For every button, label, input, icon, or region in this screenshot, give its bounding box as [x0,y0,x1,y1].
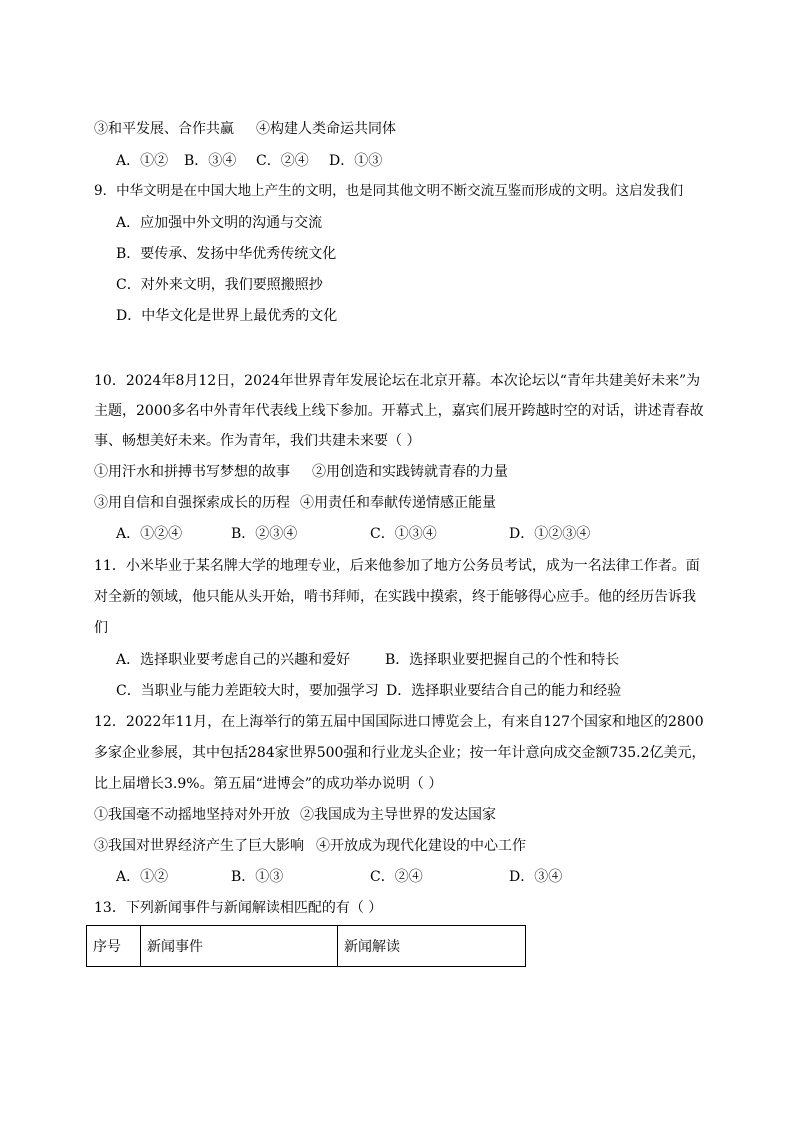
q11-stem-line-3: 们 [94,620,108,636]
q11-choice-C: C．当职业与能力差距较大时，要加强学习 [116,683,379,699]
q10-choice-C: C．①③④ [370,526,437,542]
table-header-event: 新闻事件 [141,926,338,967]
q11-choice-D: D．选择职业要结合自己的能力和经验 [386,683,622,699]
q10-stem-line-1: 10．2024年8月12日，2024年世界青年发展论坛在北京开幕。本次论坛以“青年共建美好未来”为 [94,373,701,389]
q12-options-row-1 [94,806,496,824]
q8-option-4: ④构建人类命运共同体 [256,121,396,137]
table-header-interpretation: 新闻解读 [338,926,526,967]
q12-options-row-2 [94,837,526,855]
q10-stem-line-3: 事、畅想美好未来。作为青年，我们共建未来要（ ） [94,433,421,449]
q9-choice-A: A．应加强中外文明的沟通与交流 [116,215,323,231]
q12-stem-line-3: 比上届增长3.9%。第五届“进博会”的成功举办说明（ ） [94,776,443,792]
q12-choice-C: C．②④ [370,869,423,885]
q8-choice-B: B．③④ [184,153,237,169]
q10-option-1: ①用汗水和拼搏书写梦想的故事 [94,464,290,480]
q8-options-line [94,120,396,138]
q9-choice-D: D．中华文化是世界上最优秀的文化 [116,308,338,324]
q10-option-4: ④用责任和奉献传递情感正能量 [300,495,496,511]
q12-choice-D: D．③④ [509,869,563,885]
q8-choice-D: D．①③ [329,153,383,169]
q11-choice-B: B．选择职业要把握自己的个性和特长 [385,652,620,668]
q11-stem-line-1: 11．小米毕业于某名牌大学的地理专业，后来他参加了地方公务员考试，成为一名法律工作者。面 [94,558,700,574]
q10-choice-A: A．①②④ [116,526,183,542]
q11-choice-A: A．选择职业要考虑自己的兴趣和爱好 [116,652,351,668]
q10-option-3: ③用自信和自强探索成长的历程 [94,495,290,511]
q12-stem-line-1: 12．2022年11月，在上海举行的第五届中国国际进口博览会上，有来自127个国家和地区的2800 [94,714,704,730]
q9-stem: 9．中华文明是在中国大地上产生的文明，也是同其他文明不断交流互鉴而形成的文明。这启发我们 [94,183,684,199]
q10-options-row-1 [94,463,508,481]
q10-stem-line-2: 主题，2000多名中外青年代表线上线下参加。开幕式上，嘉宾们展开跨越时空的对话，讲述青春故 [94,403,704,419]
q12-choice-A: A．①② [116,869,169,885]
q9-choice-C: C．对外来文明，我们要照搬照抄 [116,277,323,293]
q12-option-4: ④开放成为现代化建设的中心工作 [316,838,526,854]
q10-choice-D: D．①②③④ [509,526,591,542]
q12-option-1: ①我国毫不动摇地坚持对外开放 [94,807,290,823]
q12-option-2: ②我国成为主导世界的发达国家 [300,807,496,823]
table-header-index: 序号 [87,926,141,967]
q8-choice-A: A．①② [116,153,169,169]
q13-stem: 13．下列新闻事件与新闻解读相匹配的有（ ） [94,900,383,916]
news-table [86,925,526,967]
table-header-row [87,926,526,967]
q10-choice-B: B．②③④ [231,526,298,542]
q10-options-row-2 [94,494,496,512]
q10-option-2: ②用创造和实践铸就青春的力量 [312,464,508,480]
q9-choice-B: B．要传承、发扬中华优秀传统文化 [116,246,337,262]
q8-choice-C: C．②④ [256,153,309,169]
q11-stem-line-2: 对全新的领域，他只能从头开始，啃书拜师，在实践中摸索，终于能够得心应手。他的经历告诉我 [94,589,696,605]
q12-option-3: ③我国对世界经济产生了巨大影响 [94,838,304,854]
q8-option-3: ③和平发展、合作共赢 [94,121,234,137]
q12-choice-B: B．①③ [231,869,284,885]
q12-stem-line-2: 多家企业参展，其中包括284家世界500强和行业龙头企业；按一年计意向成交金额735.2亿美元， [94,745,706,761]
